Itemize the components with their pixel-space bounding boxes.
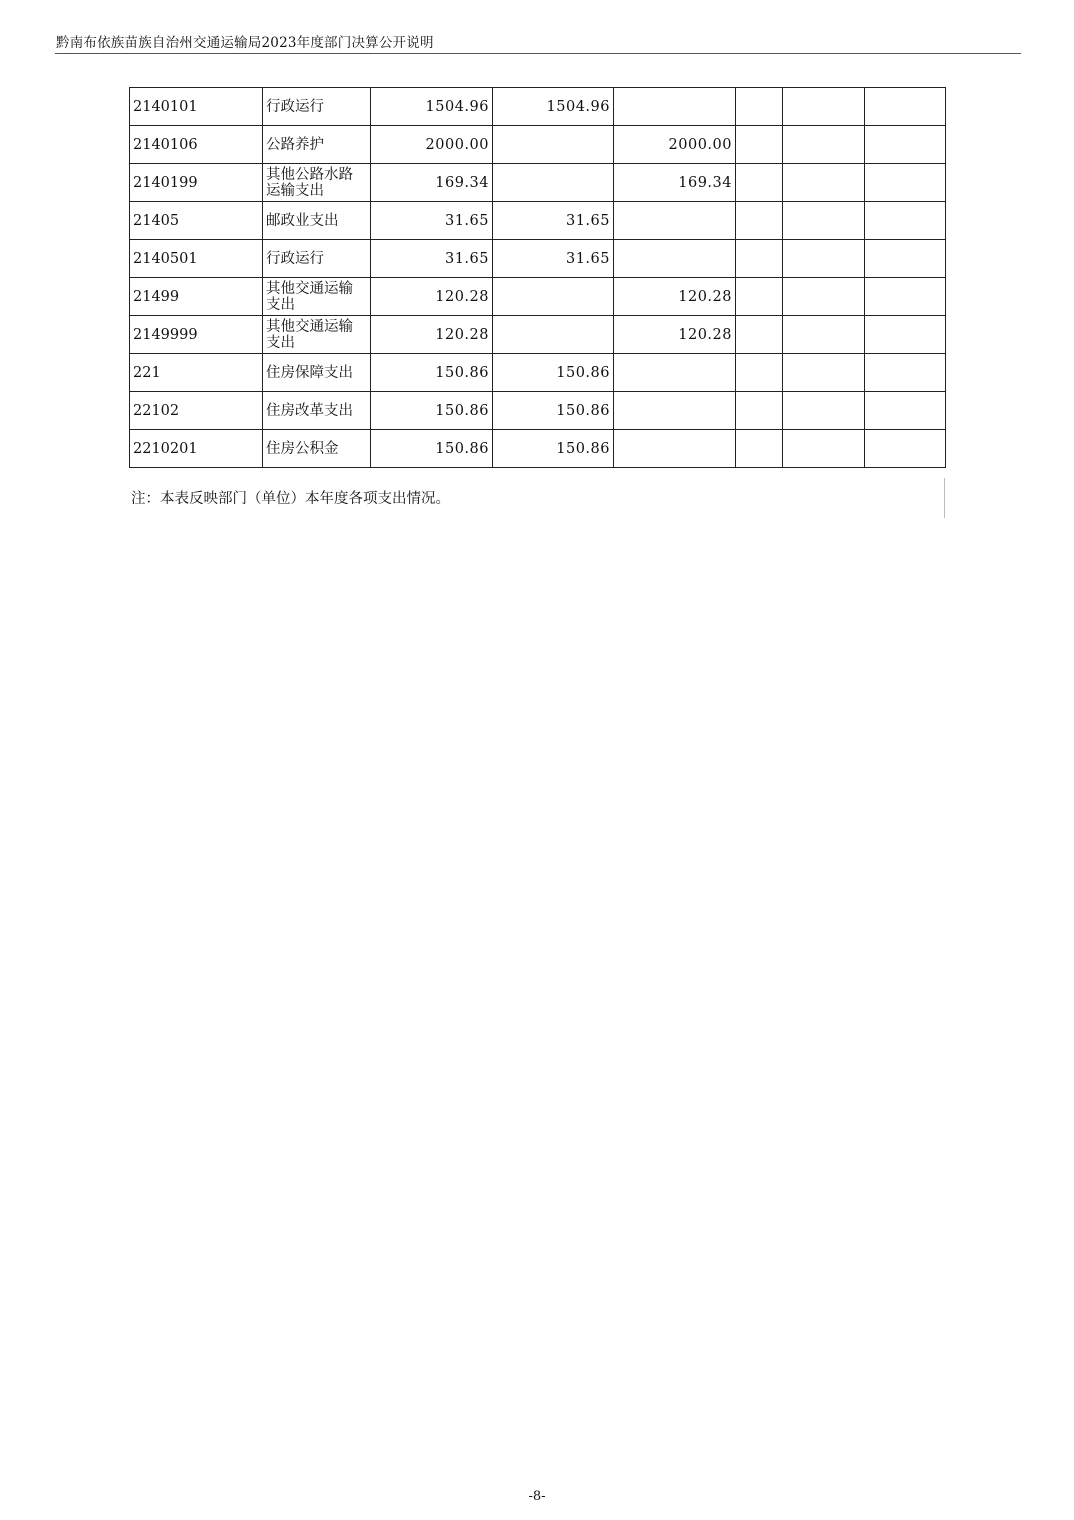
cell-empty: [783, 278, 865, 316]
cell-project-expenditure: [614, 430, 736, 468]
expenditure-table: [129, 87, 946, 468]
cell-project-expenditure: [614, 354, 736, 392]
cell-project-expenditure: 169.34: [614, 164, 736, 202]
cell-subject-name: 住房公积金: [263, 430, 371, 468]
table-row: [130, 316, 946, 354]
cell-subject-code: 221: [130, 354, 263, 392]
cell-basic-expenditure: 150.86: [493, 354, 614, 392]
table-note-area: [129, 478, 945, 518]
table-row: [130, 88, 946, 126]
cell-basic-expenditure: 150.86: [493, 430, 614, 468]
cell-empty: [736, 88, 783, 126]
cell-subject-name: 其他交通运输支出: [263, 278, 371, 316]
cell-empty: [783, 354, 865, 392]
cell-empty: [865, 278, 946, 316]
cell-basic-expenditure: [493, 126, 614, 164]
cell-subject-code: 21499: [130, 278, 263, 316]
cell-basic-expenditure: 31.65: [493, 240, 614, 278]
cell-project-expenditure: 120.28: [614, 316, 736, 354]
cell-empty: [736, 430, 783, 468]
cell-total: 150.86: [371, 354, 493, 392]
cell-empty: [865, 126, 946, 164]
cell-total: 169.34: [371, 164, 493, 202]
cell-total: 120.28: [371, 316, 493, 354]
table-note: 注：本表反映部门（单位）本年度各项支出情况。: [131, 491, 450, 507]
cell-project-expenditure: [614, 240, 736, 278]
cell-subject-name: 住房保障支出: [263, 354, 371, 392]
cell-total: 31.65: [371, 240, 493, 278]
cell-subject-code: 2140101: [130, 88, 263, 126]
cell-empty: [865, 392, 946, 430]
cell-basic-expenditure: 31.65: [493, 202, 614, 240]
cell-subject-code: 21405: [130, 202, 263, 240]
cell-empty: [783, 430, 865, 468]
cell-empty: [865, 202, 946, 240]
cell-empty: [736, 316, 783, 354]
expenditure-table-body: [130, 88, 946, 468]
cell-total: 150.86: [371, 392, 493, 430]
header-divider: [55, 53, 1021, 54]
cell-subject-code: 2140106: [130, 126, 263, 164]
cell-basic-expenditure: 1504.96: [493, 88, 614, 126]
cell-total: 2000.00: [371, 126, 493, 164]
cell-subject-code: 2140199: [130, 164, 263, 202]
page-number: -8-: [528, 1489, 546, 1504]
cell-empty: [736, 240, 783, 278]
cell-subject-name: 公路养护: [263, 126, 371, 164]
cell-subject-name: 行政运行: [263, 88, 371, 126]
cell-project-expenditure: [614, 392, 736, 430]
table-row: [130, 278, 946, 316]
cell-basic-expenditure: [493, 164, 614, 202]
cell-subject-code: 2149999: [130, 316, 263, 354]
cell-empty: [865, 88, 946, 126]
cell-empty: [736, 126, 783, 164]
cell-basic-expenditure: [493, 278, 614, 316]
cell-subject-name: 行政运行: [263, 240, 371, 278]
cell-empty: [865, 316, 946, 354]
cell-empty: [783, 164, 865, 202]
document-header-title: 黔南布依族苗族自治州交通运输局2023年度部门决算公开说明: [56, 35, 434, 51]
cell-total: 31.65: [371, 202, 493, 240]
cell-project-expenditure: [614, 88, 736, 126]
table-row: [130, 430, 946, 468]
cell-subject-code: 22102: [130, 392, 263, 430]
cell-subject-name: 其他交通运输支出: [263, 316, 371, 354]
cell-empty: [783, 316, 865, 354]
table-row: [130, 392, 946, 430]
cell-total: 1504.96: [371, 88, 493, 126]
cell-empty: [865, 354, 946, 392]
cell-empty: [783, 392, 865, 430]
cell-basic-expenditure: [493, 316, 614, 354]
cell-empty: [865, 240, 946, 278]
cell-subject-code: 2210201: [130, 430, 263, 468]
cell-empty: [865, 430, 946, 468]
cell-project-expenditure: 2000.00: [614, 126, 736, 164]
cell-project-expenditure: [614, 202, 736, 240]
table-row: [130, 240, 946, 278]
cell-subject-name: 邮政业支出: [263, 202, 371, 240]
cell-empty: [736, 164, 783, 202]
table-row: [130, 354, 946, 392]
cell-total: 150.86: [371, 430, 493, 468]
cell-empty: [865, 164, 946, 202]
table-row: [130, 202, 946, 240]
cell-empty: [736, 392, 783, 430]
table-row: [130, 164, 946, 202]
cell-subject-code: 2140501: [130, 240, 263, 278]
cell-empty: [783, 126, 865, 164]
cell-empty: [736, 354, 783, 392]
cell-total: 120.28: [371, 278, 493, 316]
cell-empty: [783, 240, 865, 278]
cell-empty: [783, 88, 865, 126]
cell-subject-name: 住房改革支出: [263, 392, 371, 430]
cell-empty: [783, 202, 865, 240]
cell-empty: [736, 202, 783, 240]
cell-subject-name: 其他公路水路运输支出: [263, 164, 371, 202]
table-row: [130, 126, 946, 164]
cell-empty: [736, 278, 783, 316]
cell-project-expenditure: 120.28: [614, 278, 736, 316]
cell-basic-expenditure: 150.86: [493, 392, 614, 430]
